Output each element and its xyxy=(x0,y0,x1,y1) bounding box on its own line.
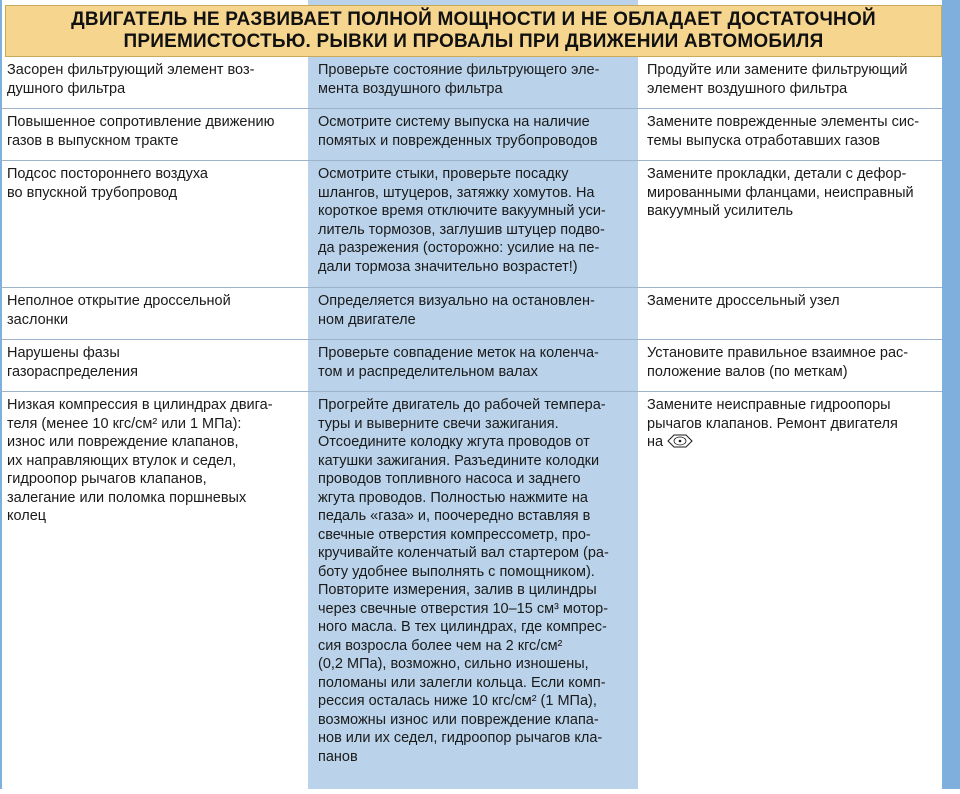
remedy-cell: Установите правильное взаимное рас- положение валов (по меткам) xyxy=(647,345,909,380)
cause-cell: Повышенное сопротивление движению газов в выпускном тракте xyxy=(7,114,275,149)
table-row xyxy=(0,57,942,109)
remedy-cell: Продуйте или замените фильтрующий элемент воздушного фильтра xyxy=(647,62,908,97)
table-row xyxy=(0,392,942,794)
check-cell: Проверьте состояние фильтрующего эле- мента воздушного фильтра xyxy=(318,62,600,97)
table-row xyxy=(0,161,942,288)
cause-cell: Засорен фильтрующий элемент воз- душного фильтра xyxy=(7,62,255,97)
check-cell: Прогрейте двигатель до рабочей темпера- туры и выверните свечи зажигания. Отсоедините колодку жгута проводов от катушки зажигания. Разъедините колодки проводов топливного насоса и заднего жгута проводов. Полностью нажмите на педаль «газа» и, поочередно вставляя в свечные отверстия компрессометр, про- кручивайте коленчатый вал стартером (ра- боту удобнее выполнять с помощником). Повторите измерения, залив в цилиндры через свечные отверстия 10–15 см³ мотор- ного масла. В тех цилиндрах, где компрес- сия возросла более чем на 2 кгс/см² (0,2 МПа), возможно, сильно изношены, поломаны или залегли кольца. Если комп- рессия осталась ниже 10 кгс/см² (1 МПа), возможны износ или повреждение клапа- нов или их седел, гидроопор рычагов кла- панов xyxy=(318,397,609,765)
cause-cell: Неполное открытие дроссельной заслонки xyxy=(7,293,231,328)
check-cell: Проверьте совпадение меток на коленча- том и распределительном валах xyxy=(318,345,599,380)
cause-cell: Низкая компрессия в цилиндрах двига- теля (менее 10 кгс/см² или 1 МПа): износ или повреждение клапанов, их направляющих втулок и седел, гидроопор рычагов клапанов, залегание или поломка поршневых колец xyxy=(7,397,273,524)
troubleshooting-table xyxy=(0,57,942,794)
cause-cell: Нарушены фазы газораспределения xyxy=(7,345,138,380)
remedy-cell xyxy=(638,392,942,794)
section-title: ДВИГАТЕЛЬ НЕ РАЗВИВАЕТ ПОЛНОЙ МОЩНОСТИ И НЕ ОБЛАДАЕТ ДОСТАТОЧНОЙ ПРИЕМИСТОСТЬЮ. РЫВКИ И ПРОВАЛЫ ПРИ ДВИЖЕНИИ АВТОМОБИЛЯ xyxy=(5,5,942,57)
table-row xyxy=(0,109,942,161)
remedy-cell: Замените поврежденные элементы сис- темы выпуска отработавших газов xyxy=(647,114,920,149)
check-cell: Определяется визуально на остановлен- ном двигателе xyxy=(318,293,595,328)
check-cell: Осмотрите систему выпуска на наличие помятых и поврежденных трубопроводов xyxy=(318,114,598,149)
table-row xyxy=(0,288,942,340)
right-edge-stripe xyxy=(942,0,960,789)
table-row xyxy=(0,340,942,392)
remedy-cell: Замените прокладки, детали с дефор- мированными фланцами, неисправный вакуумный усилитель xyxy=(647,166,914,219)
cause-cell: Подсос постороннего воздуха во впускной трубопровод xyxy=(7,166,208,201)
remedy-text: Замените неисправные гидроопоры рычагов клапанов. Ремонт двигателя на xyxy=(647,397,898,450)
sto-service-icon xyxy=(667,434,693,454)
check-cell: Осмотрите стыки, проверьте посадку шлангов, штуцеров, затяжку хомутов. На короткое время отключите вакуумный уси- литель тормозов, заглушив штуцер подво- да разрежения (осторожно: усилие на пе- дали тормоза значительно возрастет!) xyxy=(318,166,606,275)
remedy-cell: Замените дроссельный узел xyxy=(647,293,840,309)
